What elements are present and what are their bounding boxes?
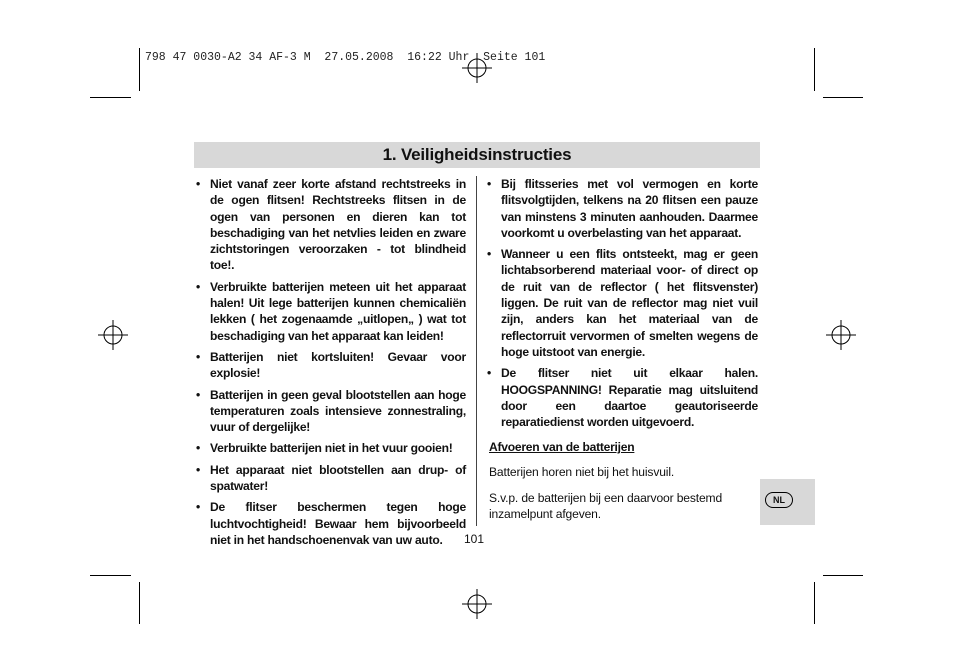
list-item-text: Batterijen in geen geval blootstellen aan hoge temperaturen zoals intensieve zonnestraling, vuur of dergelijke! — [210, 387, 466, 435]
crop-mark — [823, 575, 863, 576]
list-item — [487, 176, 758, 241]
crop-mark — [823, 97, 863, 98]
list-item-text: Bij flitsseries met vol vermogen en korte flitsvolgtijden, telkens na 20 flitsen een pauze van minstens 3 minuten aanhouden. Daarmee voorkomt u overbelasting van het apparaat. — [501, 177, 758, 240]
column-divider — [476, 176, 477, 526]
list-item — [196, 279, 466, 344]
crop-mark — [139, 48, 140, 91]
bullet-icon: • — [196, 462, 200, 477]
page-number: 101 — [464, 532, 485, 546]
left-column — [196, 176, 466, 553]
battery-disposal-text: Batterijen horen niet bij het huisvuil. — [489, 464, 675, 479]
bullet-icon: • — [487, 177, 491, 191]
crop-mark — [90, 575, 131, 576]
print-header-line: 798 47 0030-A2 34 AF-3 M 27.05.2008 16:22 Uhr Seite 101 — [145, 51, 546, 64]
list-item — [196, 462, 466, 495]
language-tab — [760, 479, 815, 525]
list-item — [196, 440, 466, 456]
registration-mark-icon — [826, 320, 856, 350]
crop-mark — [814, 582, 815, 624]
section-title: 1. Veiligheidsinstructies — [382, 145, 572, 164]
section-title-bar — [194, 142, 760, 168]
list-item — [196, 349, 466, 382]
registration-mark-icon — [462, 589, 492, 619]
safety-list-right — [487, 176, 758, 430]
list-item-text: Verbruikte batterijen niet in het vuur gooien! — [210, 441, 453, 456]
list-item-text: Batterijen niet kortsluiten! Gevaar voor explosie! — [210, 349, 466, 381]
crop-mark — [139, 582, 140, 624]
bullet-icon: • — [196, 177, 200, 191]
registration-mark-icon — [98, 320, 128, 350]
list-item-text: Wanneer u een flits ontsteekt, mag er geen lichtabsorberend materiaal voor- of direct op de ruit van de reflector ( het flitsvenster) liggen. De ruit van de reflector mag niet vuil zijn, anders kan het materiaal van de reflectorruit vervormen of smelten wegens de hoge uitstoot van energie. — [501, 247, 758, 359]
bullet-icon: • — [487, 366, 491, 381]
list-item — [487, 246, 758, 360]
crop-mark — [90, 97, 131, 98]
bullet-icon: • — [196, 500, 200, 515]
bullet-icon: • — [196, 349, 200, 364]
battery-disposal-heading: Afvoeren van de batterijen — [489, 440, 635, 455]
list-item — [196, 176, 466, 274]
list-item-text: Het apparaat niet blootstellen aan drup- of spatwater! — [210, 462, 466, 494]
registration-mark-icon — [462, 53, 492, 83]
bullet-icon: • — [196, 279, 200, 294]
list-item-text: De flitser beschermen tegen hoge luchtvochtigheid! Bewaar hem bijvoorbeeld niet in het handschoenenvak van uw auto. — [210, 500, 466, 547]
bullet-icon: • — [196, 441, 200, 456]
crop-mark — [814, 48, 815, 91]
list-item-text: Verbruikte batterijen meteen uit het apparaat halen! Uit lege batterijen kunnen chemicaliën lekken ( het zogenaamde „uitlopen„ ) wat tot beschadiging van het apparaat kan leiden! — [210, 279, 466, 343]
right-column — [487, 176, 758, 523]
battery-disposal-instructions: S.v.p. de batterijen bij een daarvoor bestemd inzamelpunt afgeven. — [489, 491, 723, 522]
language-badge: NL — [765, 492, 793, 508]
bullet-icon: • — [196, 387, 200, 402]
list-item-text: De flitser niet uit elkaar halen. HOOGSPANNING! Reparatie mag uitsluitend door een daartoe geautoriseerde reparatiedienst worden uitgevoerd. — [501, 366, 758, 430]
bullet-icon: • — [487, 247, 491, 262]
list-item — [196, 499, 466, 548]
list-item-text: Niet vanaf zeer korte afstand rechtstreeks in de ogen flitsen! Rechtstreeks flitsen in de ogen van personen en dieren kan tot beschadiging van het netvlies leiden en zware zichtstoringen veroorzaken - tot blindheid toe!. — [210, 177, 466, 273]
safety-list-left — [196, 176, 466, 548]
list-item — [487, 365, 758, 430]
list-item — [196, 387, 466, 436]
